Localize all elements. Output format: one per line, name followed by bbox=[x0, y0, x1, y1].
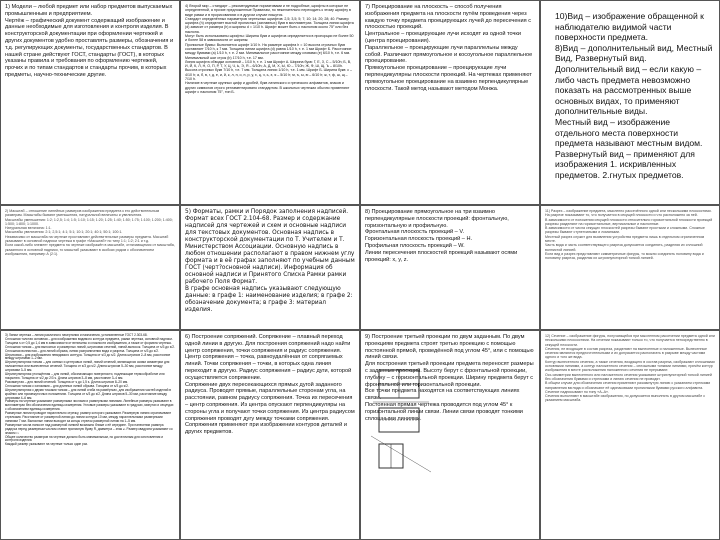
note-cell-11 bbox=[540, 205, 720, 330]
note-text-1: 1) Модели – любой предмет или набор предметов выпускаемых промышленным и предприятием. Чертёж – графический документ содержащий изображение и данные необходимые для изготовления и контроля изделия. В конструкторской документации при оформлении чертежей и других документов удобно проставлять размеры, обозначения и т.д. регулирующих документы, государственных стандартов. В нашей стране действуют ГОСТ, стандарты (ГОСТ), в которых указаны правила и требования по оформлению чертежей, прочих и по типам стандартов и стандарты прочим, в которых предметы, научно-технические другие. bbox=[5, 4, 174, 78]
note-cell-1 bbox=[0, 0, 180, 205]
note-text-10: 10)Вид – изображение обращенной к наблюдателю видимой части поверхности предмета. 8)Вид – дополнительный вид, Местный Вид, Развернутый вид. Дополнительный вид – если какую – либо часть предмета невозможно показать на рассмотренных выше основных видах, то применяют дополнительные виды. Местный вид – изображение отдельного места поверхности предмета называют местным видом. Развернутый вид – применяют для изображения 1. искривленных предметов. 2.гнутых предметов. bbox=[555, 11, 713, 180]
note-text-3: 3) Линии чертежа – линии различного начертания и назначения, установленные ГОСТ 2.303-68. Сплошная толстая основная – для изображения видимого контура предмета, рамки чертежа, основной надписи. Толщина s от 0,5 до 1,4 мм в зависимости от величины и сложности изображения, а также от формата чертежа. Сплошная тонкая – для выносных и размерных линий, штриховки сечений, линий-выносок. Толщина от s/3 до s/2. Сплошная волнистая – для линий обрыва, линии разграничения вида и разреза. Толщина от s/3 до s/2. Штриховая – для изображения невидимого контура. Толщина от s/3 до s/2. Длина штрихов 2–8 мм, расстояние между штрихами 1–2 мм. Штрихпунктирная тонкая – для осевых и центровых линий, линий сечений, являющихся осями симметрии для наложенных или вынесенных сечений. Толщина от s/3 до s/2. Длина штрихов 5–30 мм, расстояние между штрихами 3–5 мм. Штрихпунктирная утолщённая – для линий, обозначающих поверхности, подлежащие термообработке или покрытию. Толщина от s/2 до 2/3 s. Длина штрихов 3–8 мм, расстояние 3–4 мм. Разомкнутая – для линий сечений. Толщина от s до 1,5 s. Длина штрихов 8–20 мм. Сплошная тонкая с изломами – для длинных линий обрыва. Толщина от s/3 до s/2. Штрихпунктирная с двумя точками тонкая – для линий сгиба на развёртках, для изображения частей изделий в крайних или промежуточных положениях. Толщина от s/3 до s/2. Длина штрихов 5–30 мм, расстояние между штрихами 4–6 мм. Размеры на чертеже указывают размерными числами и размерными линиями. Линейные размеры указывают в миллиметрах без обозначения единицы измерения. Угловые размеры указывают в градусах, минутах и секундах с обозначением единицы измерения. Размерные линии проводят параллельно отрезку, размер которого указывают. Размерную линию ограничивают стрелками. Расстояние от размерной линии до линии контура 10 мм, между параллельными размерными линиями 7 мм. Выносные линии выходят за концы стрелок размерной линии на 1–5 мм. Размерные числа наносят над размерной линией возможно ближе к её середине. При нанесении размера радиуса перед размерным числом ставят прописную букву R, диаметра – знак ⌀. Размер квадрата указывают со знаком □. Общее количество размеров на чертеже должно быть минимальным, но достаточным для изготовления и контроля изделия. Каждый размер указывают на чертеже только один раз. bbox=[5, 333, 175, 447]
note-text-7: 7) Проецирование на плоскость – способ получения изображения предмета на плоскости путём проведения через каждую точку предмета проецирующих лучей до пересечения с плоскостью проекций. Центральное – проецирующие лучи исходят из одной точки (центра проецирования). Параллельное – проецирующие лучи параллельны между собой. Различают прямоугольное и косоугольное параллельное проецирование. Прямоугольное проецирование – проецирующие лучи перпендикулярны плоскости проекций. На чертежах применяют прямоугольное проецирование на взаимно перпендикулярные плоскости. Такой метод называют методом Монжа. bbox=[365, 4, 533, 92]
note-text-9: 9) Построение третьей проекции по двум заданным. По двум проекциям предмета строят третью проекцию с помощью постоянной прямой, проведённой под углом 45°, или с помощью линий связи. Для построения третьей проекции предмета переносят размеры с заданных проекций. Высоту берут с фронтальной проекции, глубину – с горизонтальной проекции. Ширину предмета берут с фронтальной или горизонтальной проекции. Все точки предмета находятся на соответствующих линиях связи. Постоянная прямая чертежа проводится под углом 45° к горизонтальной линии связи. Линии связи проводят тонкими сплошными линиями. bbox=[365, 334, 534, 422]
note-text-4: 4) Второй мир – стандарт – рекомендуемые нормативами и не подробные, шрифты в которые не определенной, а прочие предложенные Правилам, но нежелательно переходить к этому шрифту в виде рамки и в прорисованиях и в другом случае пишутся. Стандарт определённых параметров чертежных шрифтов: 2,5; 3,5; 5; 7; 10; 14; 20; 28; 40. Размер шрифта (h) определяет выстой прописных (заглавных) букв в миллиметрах. Толщина линии шрифта (d) зависит от размера (h) и ширины d = 1/10 h. Шрифт может быть с наклоном около 75° или без наклона. Могут быть использованы шрифты: Ширина букв и шрифтов определяется в пропорции не более 50 и более 58 в зависимости от ширины: Прописные буквы: Выпоняется шрифт 1/10 h. На размере шрифта h = 10 высота строчных букв составляет 7/10 h, к 7 мм. Толщина линии шрифта (d) равна 1/10 h, т. е. 1 мм Шрифт Б. Расстояние между буквами (a) 1/10 h, т. е. 2 мм. Минимальное расстояние между словами (е) 6/10 h, т.е. 6 мм. Минимальный шаг строк (b) 17/10 h, т.е. 17 мм. Линия шрифта обводки основной – 1/10 h, т. е. 1 мм Шрифт А. Ширина букв: Г, Е, З, С – 5/10h; Б, В, И, Й, К, Л, Н, О, П, Р, Т, У, Ц, Ч, Ь, Э, Я – 6/10h; А, Д, М, Х, Ы, Ю – 7/10h; Ж, Ф, Ш, Щ, Ъ – 8/10h. Высота строчных букв 7/10 h, т.е. 7 мм. Толщина линии 1/10 h, т.е. 1 мм. Шрифт Б. Ширина букв: с – 4/10 h; а, б, в, г, д, е, и, й, к, л, н, о, п, р, у, х, ц, ч, ь, э, я – 5/10 h; м, ъ, ы, ю – 6/10 h; ж, т, ф, ш, щ – 7/10 h. Наличие в чертеже крупных цифр и дробей, букв латинского и греческого алфавитов, знаков и других символов строго регламентировано стандартом. В школьных чертежах обычно применяют шрифт с наклоном 75°, тип Б. bbox=[185, 4, 354, 94]
projection-diagram-icon bbox=[367, 362, 435, 482]
note-cell-8 bbox=[360, 205, 540, 330]
note-cell-9 bbox=[360, 330, 540, 540]
note-cell-3 bbox=[0, 330, 180, 540]
note-text-2: 2) Масштаб – отношение линейных размеров изображения предмета к его действительным размерам. Масштабы бывают уменьшения, натуральной величины и увеличения. Масштабы уменьшения: 1:2; 1:2,5; 1:4; 1:5; 1:10; 1:15; 1:20; 1:25; 1:40; 1:50; 1:75; 1:100; 1:200; 1:400; 1:500; 1:800; 1:1000. Натуральная величина: 1:1. Масштабы увеличения: 2:1; 2,5:1; 4:1; 5:1; 10:1; 20:1; 40:1; 50:1; 100:1. Независимо от масштаба на чертеже проставляют действительные размеры предмета. Масштаб указывают в основной надписи чертежа в графе «Масштаб» по типу 1:1; 1:2; 2:1 и т.д. Если какой-либо элемент предмета на чертеже изображён в масштабе, отличающемся от масштаба, указанного в основной надписи, то масштаб указывают в скобках рядом с обозначением изображения, например А (2:1). bbox=[5, 209, 175, 256]
note-cell-2 bbox=[0, 205, 180, 330]
note-cell-4 bbox=[180, 0, 360, 205]
note-text-5: 5) Форматы, рамки и Порядок заполнения надписей. Формат всех ГОСТ 2.104-68. Размер и содержание надписей для чертежей и схем и основные надписи для текстовых документов. Основная надпись в конструкторской документации по Т. Учителем и Т. Министерством Ассоциации. Основную надпись в любом отношении располагают в правом нижнем углу формата и в её графах заполняют по учебным данным ГОСТ (черт?основной надписи). Информация об основной надписи и Принятого Списка Рамки рамки рабочего Поля Формат. В графе основная надпись указывают следующую данные: в графе 1: наименование изделия; в графе 2: обозначение документа; в графе 3: материал изделия. bbox=[185, 209, 355, 313]
note-cell-6 bbox=[180, 330, 360, 540]
note-text-11: 11) Разрез – изображение предмета, мысленно рассечённого одной или несколькими плоскостями. На разрезе показывают то, что получается в секущей плоскости и что расположено за ней. В зависимости от положения секущей плоскости относительно горизонтальной плоскости проекций разрезы разделяют на горизонтальные, вертикальные и наклонные. В зависимости от числа секущих плоскостей разрезы бывают простыми и сложными. Сложные разрезы бывают ступенчатыми и ломаными. Местный разрез служит для выявления устройства предмета лишь в отдельном ограниченном месте. Часть вида и часть соответствующего разреза допускается соединять, разделяя их сплошной волнистой линией. Если вид и разрез представляют симметричные фигуры, то можно соединять половину вида и половину разреза, разделяя их штрихпунктирной тонкой линией. bbox=[545, 209, 713, 261]
note-text-12: 12) Сечение – изображение фигуры, получающейся при мысленном рассечении предмета одной или несколькими плоскостями. На сечении показывают только то, что получается непосредственно в секущей плоскости. Сечения, не входящие в состав разреза, разделяют на вынесенные и наложенные. Вынесенные сечения являются предпочтительными и их допускается располагать в разрыве между частями одного и того же вида. Контур вынесенного сечения, а также сечения, входящего в состав разреза, изображают сплошными основными линиями, а контур наложенного сечения – сплошными тонкими линиями, причём контур изображения в месте расположения наложенного сечения не прерывают. Ось симметрии вынесенного или наложенного сечения указывают штрихпунктирной тонкой линией без обозначения буквами и стрелками и линию сечения не проводят. В общем случае для обозначения сечения применяют разомкнутую линию с указанием стрелками направления взгляда и обозначают её одинаковыми прописными буквами русского алфавита. Сечение надписывают по типу «А–А». Сечения выполняют в масштабе изображения, но допускается выполнять в другом масштабе с указанием масштаба. bbox=[545, 334, 715, 403]
note-text-6: 6) Построение сопряжений. Сопряжение – плавный переход одной линии в другую. Для построения сопряжений надо найти центр сопряжения, точки сопряжения и радиус сопряжения. Центр сопряжения – точка, равноудалённая от сопрягаемых линий. Точки сопряжения – точки, в которых одна линия переходит в другую. Радиус сопряжения – радиус дуги, которой осуществляется сопряжение. Сопряжение двух пересекающихся прямых дугой заданного радиуса. Проводят прямые, параллельные сторонам угла, на расстоянии, равном радиусу сопряжения. Точка их пересечения – центр сопряжения. Из центра опускают перпендикуляры на стороны угла и получают точки сопряжения. Из центра радиусом сопряжения проводят дугу между точками сопряжения. Сопряжения применяют при изображении контуров деталей и других предметов. bbox=[185, 334, 355, 436]
projection-block bbox=[365, 334, 535, 536]
note-cell-12 bbox=[540, 330, 720, 540]
projection-figure bbox=[367, 362, 435, 482]
note-cell-5 bbox=[180, 205, 360, 330]
note-text-8: 8) Проецирование прямоугольное на три взаимно перпендикулярные плоскости проекций: фронтальную, горизонтальную и профильную. Фронтальная плоскость проекций – V. Горизонтальная плоскость проекций – H. Профильная плоскость проекций – W. Линии пересечения плоскостей проекций называют осями проекций: x, y, z. bbox=[365, 209, 518, 263]
note-cell-7 bbox=[360, 0, 540, 205]
note-cell-10 bbox=[540, 0, 720, 205]
